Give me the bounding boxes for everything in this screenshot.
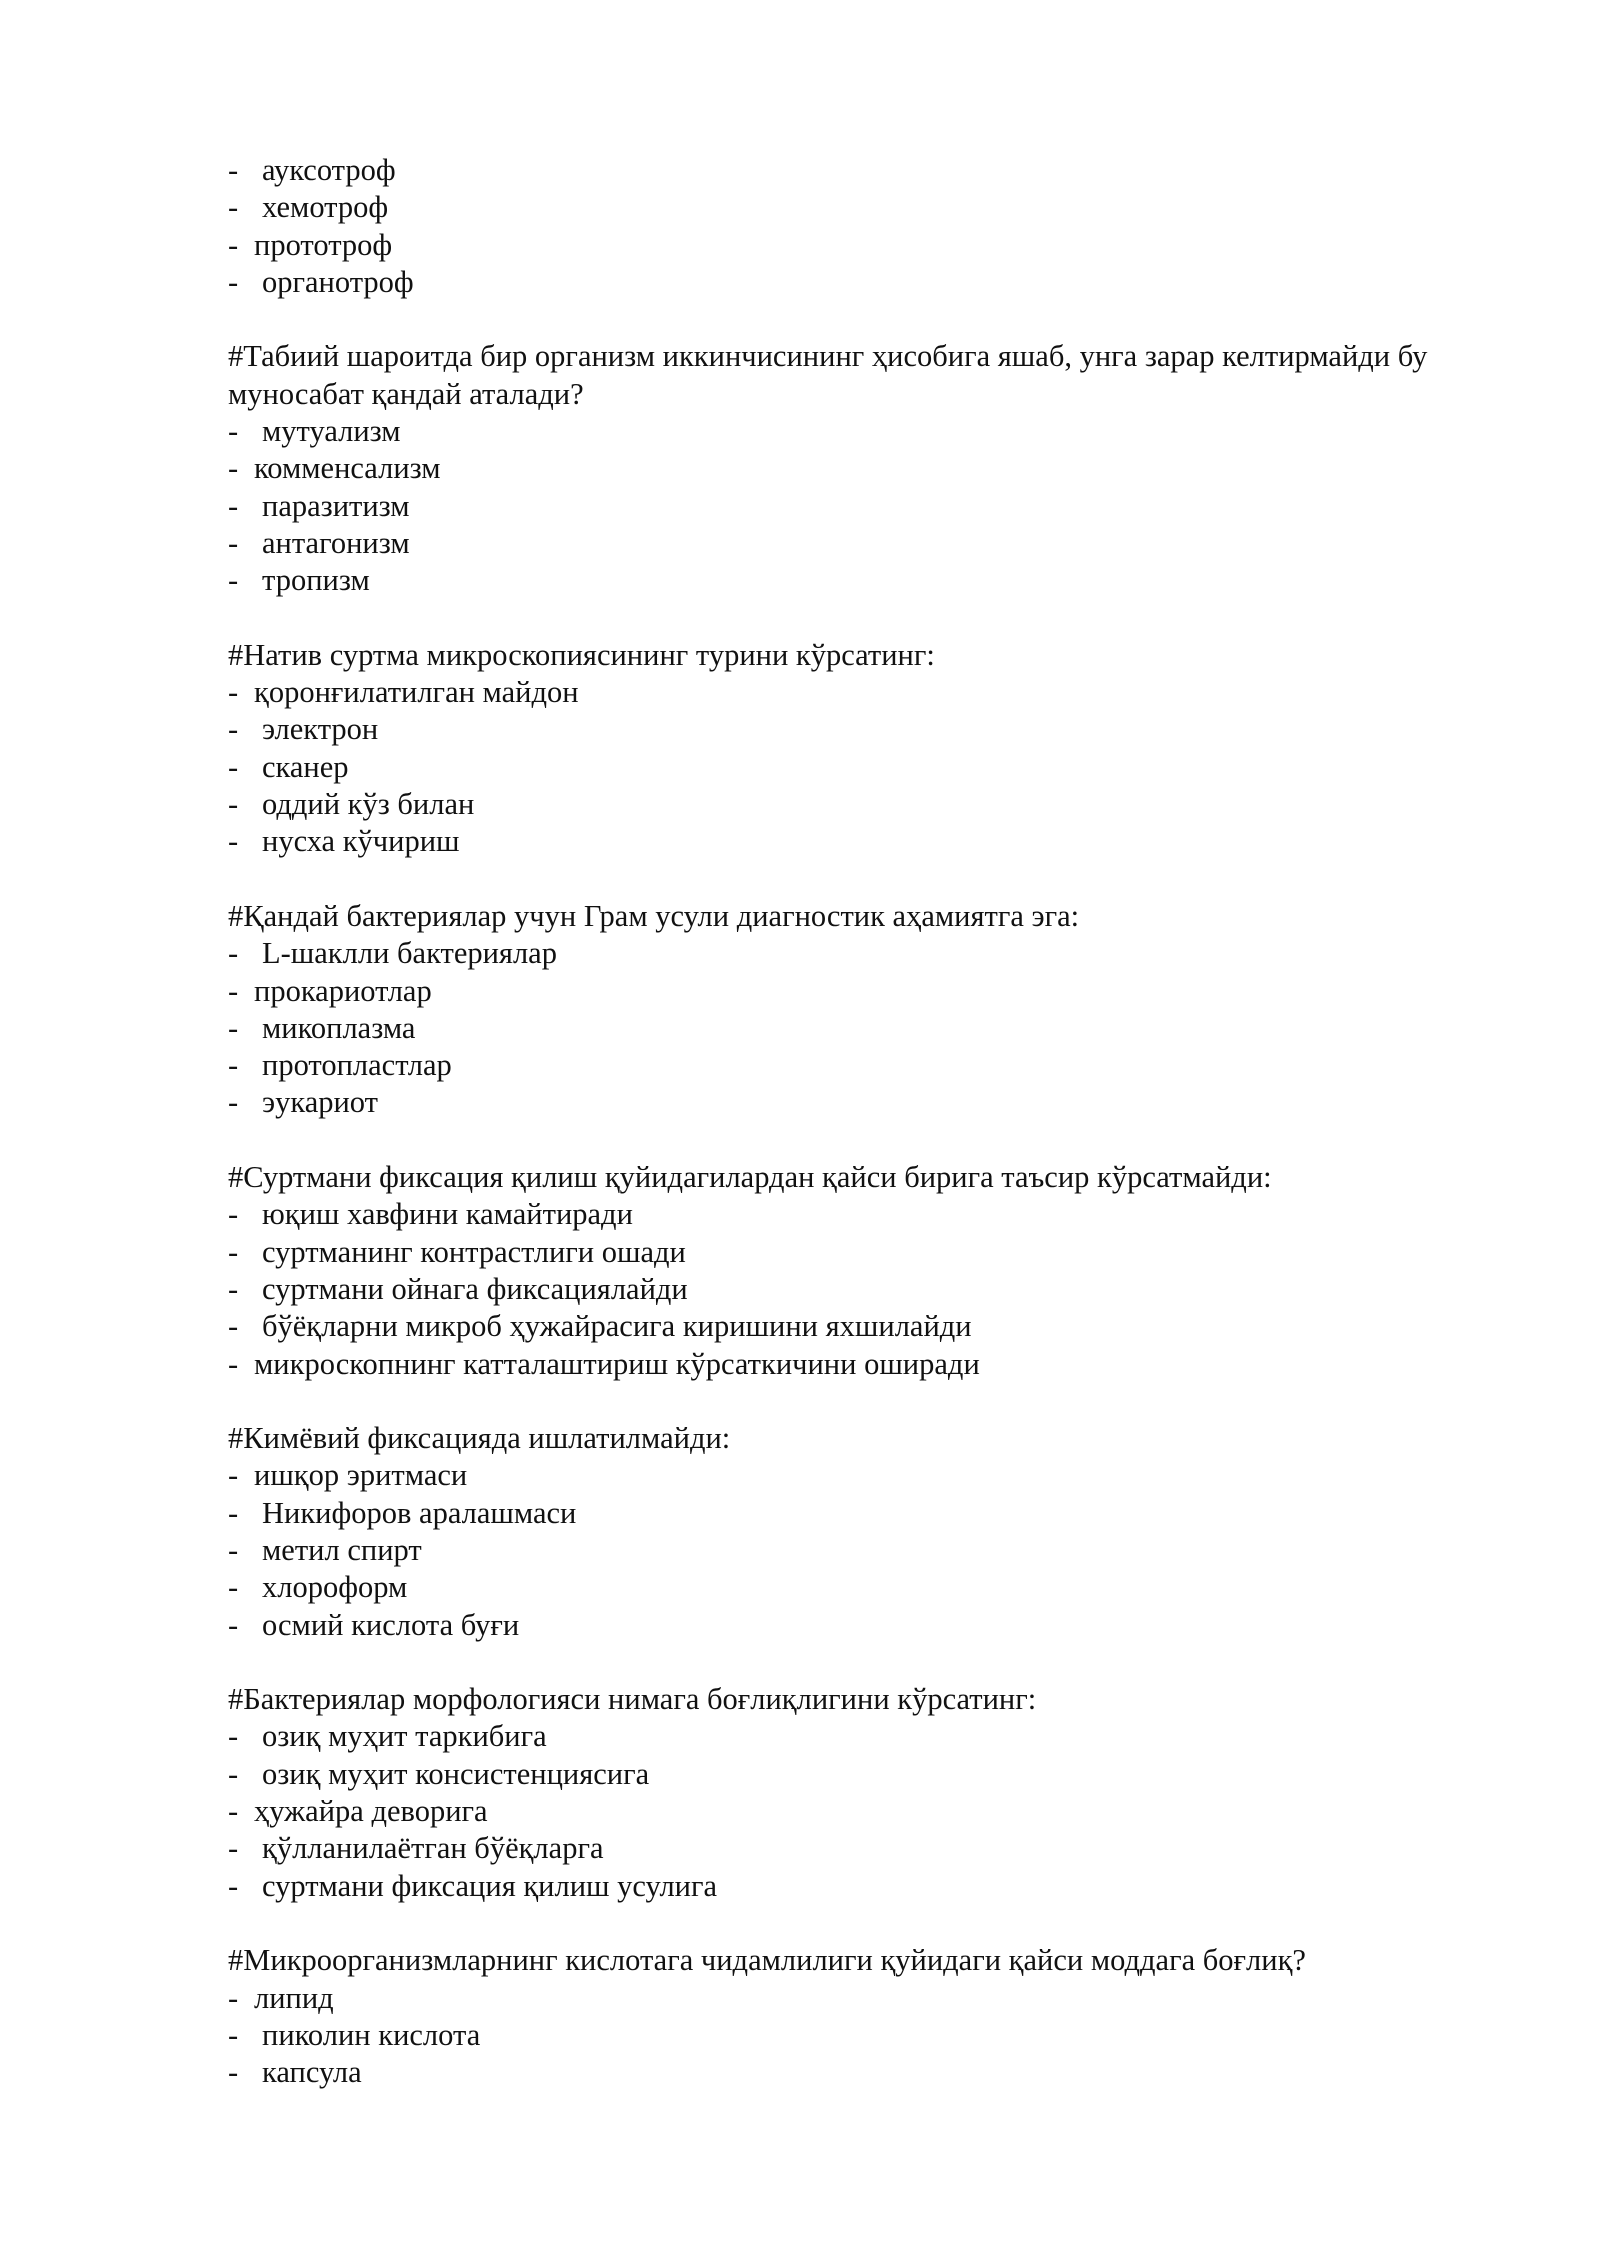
intro-option-list	[228, 152, 1518, 301]
answer-option: - озиқ муҳит консистенциясига	[228, 1756, 650, 1791]
answer-option: - сканер	[228, 749, 349, 784]
answer-option: - хлороформ	[228, 1570, 408, 1605]
question-block	[228, 637, 1518, 861]
answer-option: - комменсализм	[228, 451, 441, 486]
question-text: #Кимёвий фиксацияда ишлатилмайди:	[228, 1421, 731, 1456]
answer-option: - Никифоров аралашмаси	[228, 1495, 577, 1530]
answer-option: - суртмани фиксация қилиш усулига	[228, 1868, 718, 1903]
answer-option: - қоронғилатилган майдон	[228, 675, 579, 710]
document-content	[228, 152, 1518, 2091]
question-text: #Табиий шароитда бир организм иккинчисининг ҳисобига яшаб, унга зарар келтирмайди бу муносабат қандай аталади?	[228, 339, 1428, 411]
answer-option: - L-шаклли бактериялар	[228, 936, 557, 971]
answer-option: - қўлланилаётган бўёқларга	[228, 1831, 604, 1866]
question-text: #Натив суртма микроскопиясининг турини кўрсатинг:	[228, 637, 935, 672]
answer-option: - осмий кислота буғи	[228, 1607, 520, 1642]
answer-option: - юқиш хавфини камайтиради	[228, 1197, 633, 1232]
question-block	[228, 1942, 1518, 2091]
answer-option: - ҳужайра деворига	[228, 1794, 488, 1829]
question-block	[228, 338, 1518, 599]
answer-option: - суртмани ойнага фиксациялайди	[228, 1271, 688, 1306]
question-text: #Микроорганизмларнинг кислотага чидамлилиги қуйидаги қайси моддага боғлиқ?	[228, 1943, 1306, 1978]
answer-option: - микроскопнинг катталаштириш кўрсаткичини оширади	[228, 1346, 980, 1381]
answer-option: - суртманинг контрастлиги ошади	[228, 1234, 686, 1269]
question-block	[228, 1159, 1518, 1383]
answer-option: - метил спирт	[228, 1532, 422, 1567]
question-text: #Бактериялар морфологияси нимага боғлиқлигини кўрсатинг:	[228, 1682, 1037, 1717]
answer-option: - капсула	[228, 2055, 362, 2090]
answer-option: - хемотроф	[228, 190, 389, 225]
answer-option: - мутуализм	[228, 414, 401, 449]
answer-option: - оддий кўз билан	[228, 787, 475, 822]
question-text: #Қандай бактериялар учун Грам усули диагностик аҳамиятга эга:	[228, 898, 1080, 933]
answer-option: - паразитизм	[228, 488, 410, 523]
answer-option: - электрон	[228, 712, 379, 747]
answer-option: - протопластлар	[228, 1048, 452, 1083]
answer-option: - бўёқларни микроб ҳужайрасига киришини яхшилайди	[228, 1309, 972, 1344]
answer-option: - нусха кўчириш	[228, 824, 460, 859]
answer-option: - органотроф	[228, 264, 414, 299]
answer-option: - тропизм	[228, 563, 370, 598]
question-block	[228, 1681, 1518, 1905]
answer-option: - липид	[228, 1980, 334, 2015]
answer-option: - озиқ муҳит таркибига	[228, 1719, 547, 1754]
answer-option: - эукариот	[228, 1085, 378, 1120]
question-block	[228, 898, 1518, 1122]
answer-option: - микоплазма	[228, 1010, 416, 1045]
answer-option: - ишқор эритмаси	[228, 1458, 468, 1493]
answer-option: - пиколин кислота	[228, 2017, 481, 2052]
answer-option: - антагонизм	[228, 525, 410, 560]
answer-option: - прокариотлар	[228, 973, 432, 1008]
answer-option: - ауксотроф	[228, 153, 396, 187]
question-block	[228, 1420, 1518, 1644]
question-text: #Суртмани фиксация қилиш қуйидагилардан қайси бирига таъсир кўрсатмайди:	[228, 1160, 1272, 1195]
answer-option: - прототроф	[228, 227, 393, 262]
